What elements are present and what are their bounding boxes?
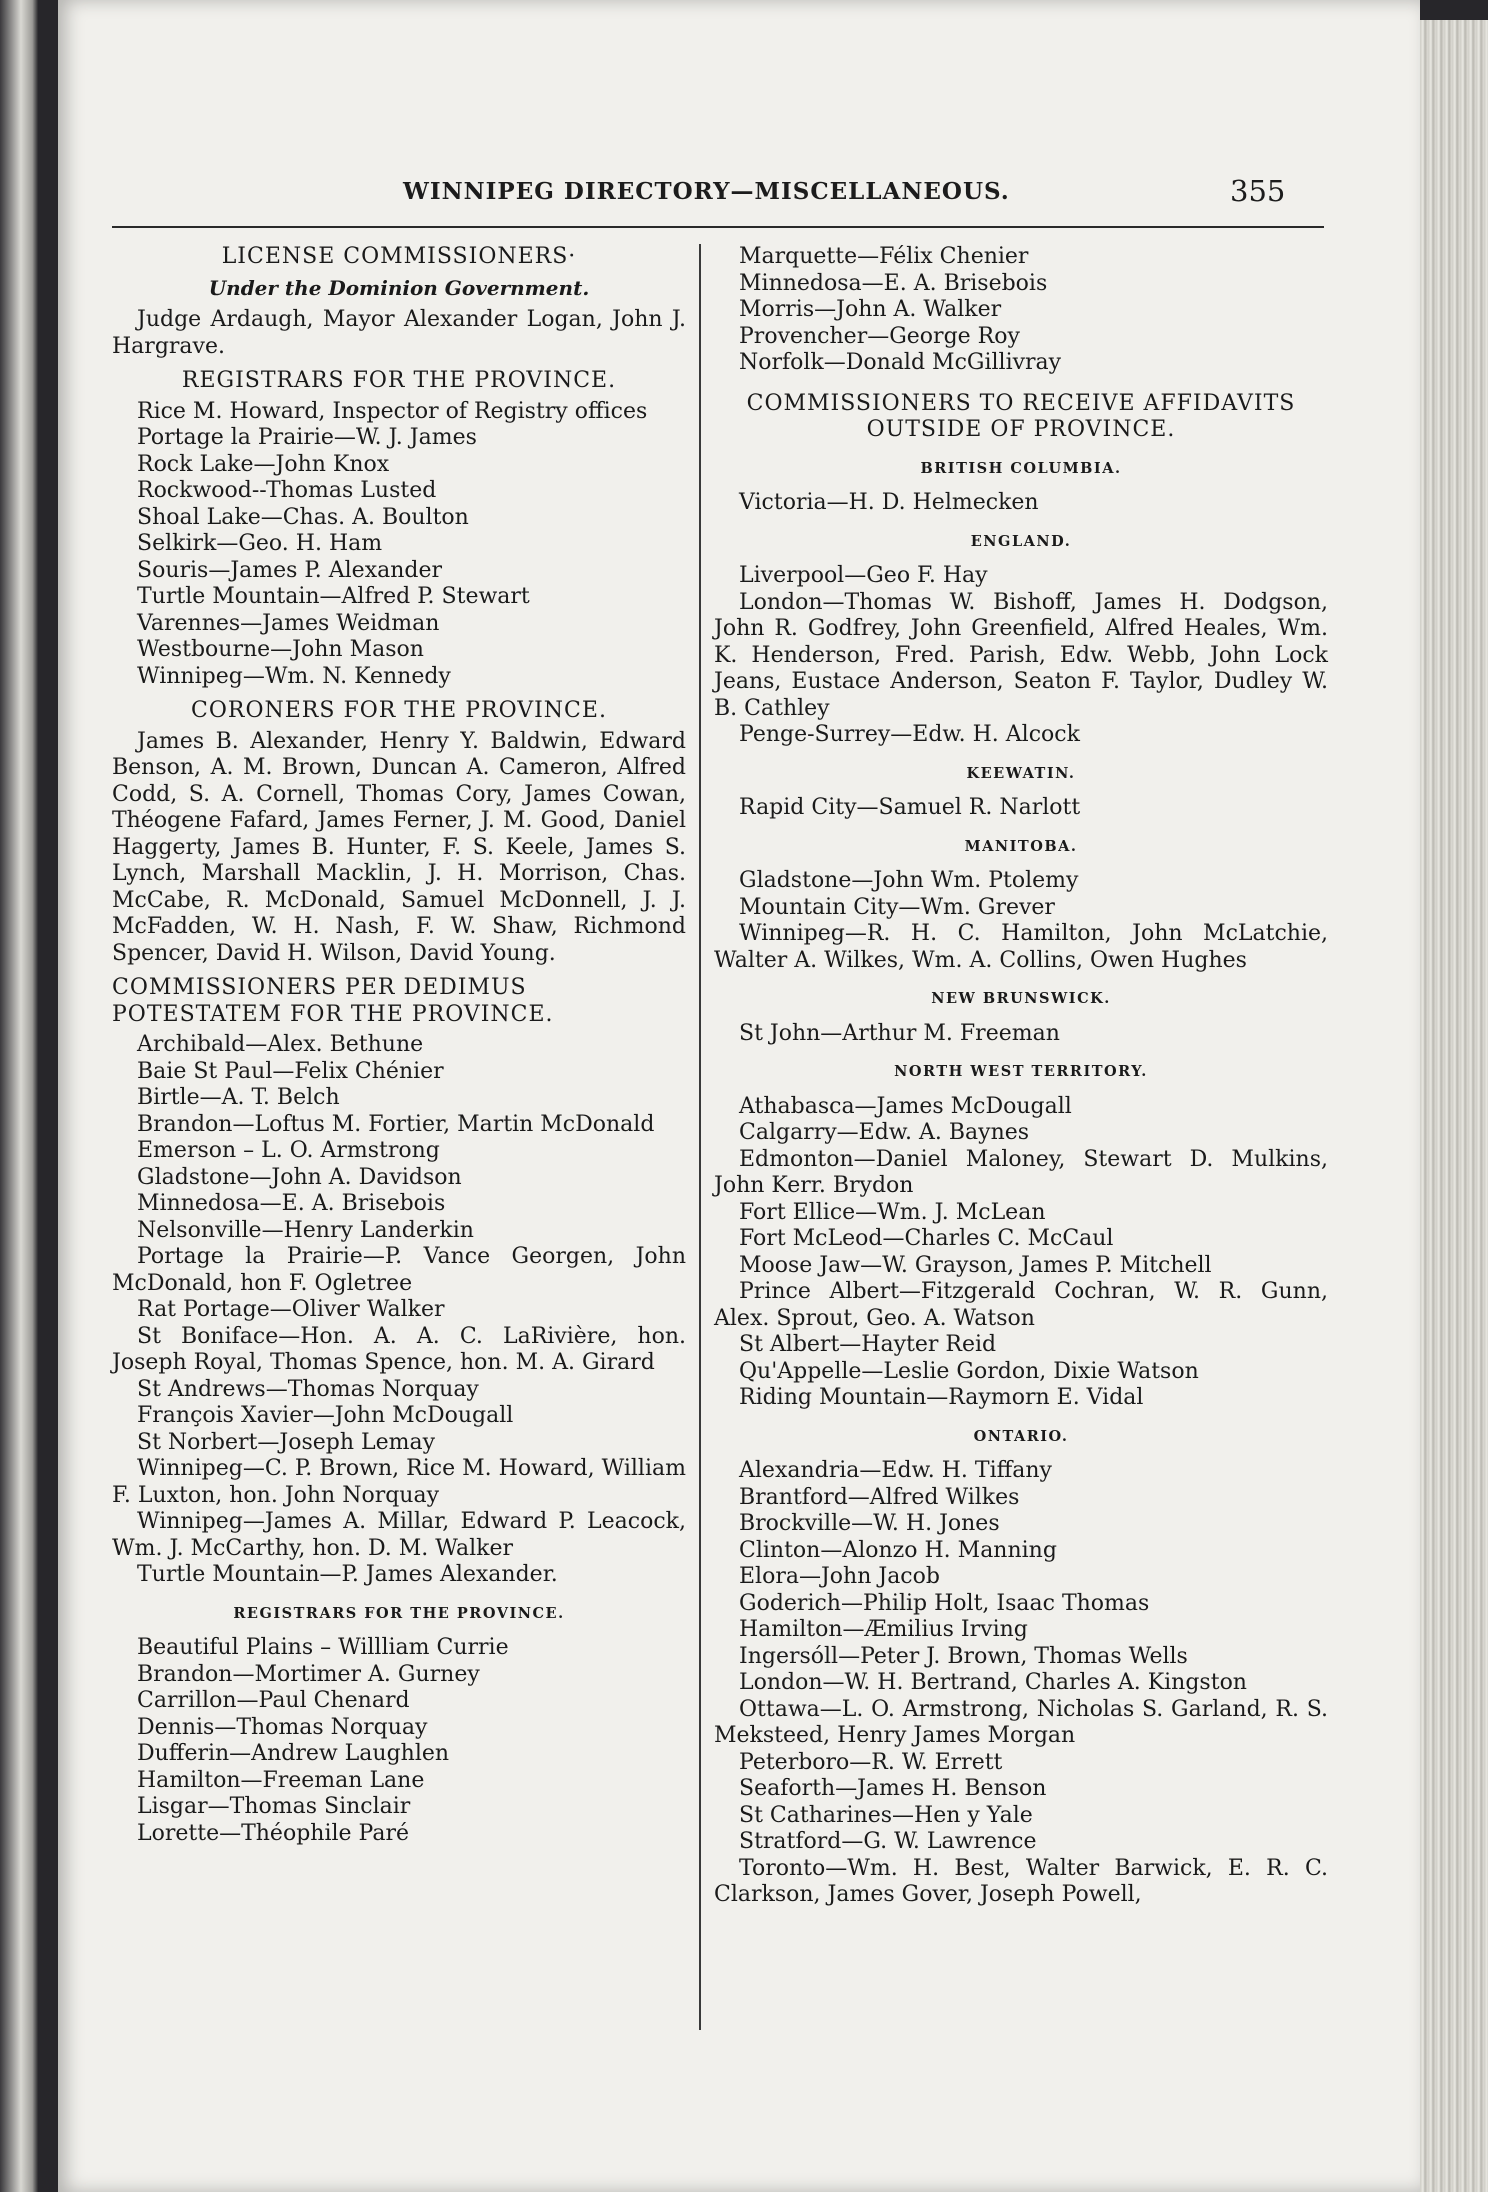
affidavits-heading: COMMISSIONERS TO RECEIVE AFFIDAVITS OUTSIDE OF PROVINCE. <box>746 390 1296 442</box>
list-item: Ottawa—L. O. Armstrong, Nicholas S. Garland, R. S. Meksteed, Henry James Morgan <box>714 1696 1328 1748</box>
england-heading: ENGLAND. <box>970 532 1072 550</box>
coroners-heading: CORONERS FOR THE PROVINCE. <box>191 698 607 723</box>
list-item: Dufferin—Andrew Laughlen <box>137 1741 450 1766</box>
license-heading: LICENSE COMMISSIONERS· <box>221 244 577 269</box>
list-item: Portage la Prairie—W. J. James <box>137 425 477 450</box>
list-item: Winnipeg—James A. Millar, Edward P. Leacock, Wm. J. McCarthy, hon. D. M. Walker <box>112 1509 686 1561</box>
list-item: St Andrews—Thomas Norquay <box>137 1376 479 1402</box>
registrars-list <box>112 399 686 691</box>
list-item: Portage la Prairie—P. Vance Georgen, John McDonald, hon F. Ogletree <box>112 1244 686 1296</box>
list-item: Brockville—W. H. Jones <box>739 1511 1000 1536</box>
list-item: Brandon—Loftus M. Fortier, Martin McDonald <box>137 1111 655 1137</box>
list-item: St Albert—Hayter Reid <box>739 1332 997 1357</box>
list-item: Gladstone—John Wm. Ptolemy <box>739 868 1079 893</box>
dedimus-heading: COMMISSIONERS PER DEDIMUS POTESTATEM FOR THE PROVINCE. <box>112 975 554 1027</box>
new-brunswick-heading: NEW BRUNSWICK. <box>931 990 1111 1007</box>
list-item: Mountain City—Wm. Grever <box>739 894 1055 920</box>
running-title: WINNIPEG DIRECTORY—MISCELLANEOUS. <box>403 178 1010 205</box>
list-item: St Catharines—Hen y Yale <box>739 1802 1033 1828</box>
list-item: Rat Portage—Oliver Walker <box>137 1297 445 1322</box>
license-text: Judge Ardaugh, Mayor Alexander Logan, John J. Hargrave. <box>112 307 686 359</box>
list-item: Seaforth—James H. Benson <box>739 1776 1047 1801</box>
list-item: Emerson – L. O. Armstrong <box>137 1138 440 1163</box>
list-item: London—Thomas W. Bishoff, James H. Dodgson, John R. Godfrey, John Greenfield, Alfred Heales, Wm. K. Henderson, Fred. Parish, Edw. Webb, John Lock Jeans, Eustace Anderson, Seaton F. Taylor, Dudley W. B. Cathley <box>714 589 1328 721</box>
list-item: Goderich—Philip Holt, Isaac Thomas <box>739 1590 1150 1616</box>
ontario-heading: ONTARIO. <box>973 1427 1069 1445</box>
list-item: Rapid City—Samuel R. Narlott <box>739 795 1081 820</box>
list-item: Minnedosa—E. A. Brisebois <box>739 270 1048 296</box>
list-item: Westbourne—John Mason <box>137 637 424 662</box>
north-west-heading: NORTH WEST TERRITORY. <box>894 1063 1148 1080</box>
running-header <box>58 174 1420 218</box>
list-item: Shoal Lake—Chas. A. Boulton <box>137 504 469 530</box>
list-item: Archibald—Alex. Bethune <box>137 1032 424 1057</box>
list-item: Toronto—Wm. H. Best, Walter Barwick, E. R. C. Clarkson, James Gover, Joseph Powell, <box>714 1855 1328 1907</box>
list-item: Souris—James P. Alexander <box>137 557 443 583</box>
list-item: Victoria—H. D. Helmecken <box>739 490 1039 515</box>
list-item: Carrillon—Paul Chenard <box>137 1688 410 1713</box>
dedimus-list <box>112 1032 686 1589</box>
list-item: Nelsonville—Henry Landerkin <box>137 1217 474 1243</box>
list-item: Rockwood--Thomas Lusted <box>137 478 437 503</box>
list-item: François Xavier—John McDougall <box>137 1403 514 1428</box>
list-item: Winnipeg—R. H. C. Hamilton, John McLatchie, Walter A. Wilkes, Wm. A. Collins, Owen Hughes <box>714 921 1328 973</box>
list-item: Stratford—G. W. Lawrence <box>739 1829 1037 1854</box>
list-item: Turtle Mountain—Alfred P. Stewart <box>137 584 530 609</box>
page-number: 355 <box>1230 174 1286 208</box>
list-item: St John—Arthur M. Freeman <box>739 1020 1060 1046</box>
list-item: Prince Albert—Fitzgerald Cochran, W. R. Gunn, Alex. Sprout, Geo. A. Watson <box>714 1279 1328 1331</box>
list-item: Elora—John Jacob <box>739 1564 940 1589</box>
list-item: Clinton—Alonzo H. Manning <box>739 1537 1057 1563</box>
list-item: Fort McLeod—Charles C. McCaul <box>739 1226 1114 1251</box>
list-item: Selkirk—Geo. H. Ham <box>137 531 383 556</box>
list-item: Marquette—Félix Chenier <box>739 244 1029 269</box>
header-rule <box>112 226 1324 228</box>
list-item: St Boniface—Hon. A. A. C. LaRivière, hon. Joseph Royal, Thomas Spence, hon. M. A. Girard <box>112 1323 686 1375</box>
right-column <box>714 244 1328 1909</box>
column-divider <box>699 244 701 2030</box>
list-item: Moose Jaw—W. Grayson, James P. Mitchell <box>739 1252 1212 1278</box>
list-item: Athabasca—James McDougall <box>739 1093 1072 1119</box>
list-item: Norfolk—Donald McGillivray <box>739 350 1062 375</box>
list-item: Fort Ellice—Wm. J. McLean <box>739 1199 1046 1225</box>
manitoba-heading: MANITOBA. <box>964 837 1078 855</box>
list-item: Edmonton—Daniel Maloney, Stewart D. Mulkins, John Kerr. Brydon <box>714 1146 1328 1198</box>
list-item: Lorette—Théophile Paré <box>137 1820 410 1846</box>
list-item: Rock Lake—John Knox <box>137 451 390 477</box>
list-item: Dennis—Thomas Norquay <box>137 1714 428 1740</box>
list-item: Calgarry—Edw. A. Baynes <box>739 1120 1030 1145</box>
list-item: Hamilton—Freeman Lane <box>137 1767 425 1793</box>
page-fore-edge <box>1420 20 1488 2192</box>
list-item: Riding Mountain—Raymorn E. Vidal <box>739 1385 1144 1410</box>
registrars2-list <box>112 1635 686 1847</box>
continued-list <box>714 244 1328 377</box>
list-item: Brandon—Mortimer A. Gurney <box>137 1661 480 1687</box>
list-item: Lisgar—Thomas Sinclair <box>137 1794 411 1819</box>
coroners-text: James B. Alexander, Henry Y. Baldwin, Edward Benson, A. M. Brown, Duncan A. Cameron, Alfred Codd, S. A. Cornell, Thomas Cory, James Cowan, Théogene Fafard, James Ferner, J. M. Good, Daniel Haggerty, James B. Hunter, F. S. Keele, James S. Lynch, Marshall Macklin, J. H. Morrison, Chas. McCabe, R. McDonald, Samuel McDonnell, J. J. McFadden, W. H. Nash, F. W. Shaw, Richmond Spencer, David H. Wilson, David Young. <box>112 728 686 966</box>
list-item: Minnedosa—E. A. Brisebois <box>137 1191 446 1216</box>
list-item: Liverpool—Geo F. Hay <box>739 563 988 588</box>
list-item: Alexandria—Edw. H. Tiffany <box>739 1458 1052 1483</box>
list-item: Birtle—A. T. Belch <box>137 1085 340 1110</box>
list-item: London—W. H. Bertrand, Charles A. Kingston <box>739 1670 1247 1695</box>
keewatin-heading: KEEWATIN. <box>966 764 1076 782</box>
list-item: Varennes—James Weidman <box>137 610 440 636</box>
list-item: Brantford—Alfred Wilkes <box>739 1484 1020 1510</box>
registrars2-heading: REGISTRARS FOR THE PROVINCE. <box>233 1604 565 1622</box>
list-item: Winnipeg—Wm. N. Kennedy <box>137 663 451 689</box>
facing-page-edge <box>0 0 38 2192</box>
book-page <box>58 0 1420 2192</box>
list-item: St Norbert—Joseph Lemay <box>137 1429 436 1455</box>
registrars-heading: REGISTRARS FOR THE PROVINCE. <box>181 368 617 393</box>
list-item: Qu'Appelle—Leslie Gordon, Dixie Watson <box>739 1358 1199 1384</box>
list-item: Rice M. Howard, Inspector of Registry offices <box>137 398 648 424</box>
list-item: Baie St Paul—Felix Chénier <box>137 1058 444 1084</box>
list-item: Turtle Mountain—P. James Alexander. <box>137 1562 558 1587</box>
bc-heading: BRITISH COLUMBIA. <box>920 459 1122 477</box>
list-item: Penge-Surrey—Edw. H. Alcock <box>739 722 1080 747</box>
list-item: Ingersóll—Peter J. Brown, Thomas Wells <box>739 1643 1188 1669</box>
list-item: Hamilton—Æmilius Irving <box>739 1617 1028 1642</box>
license-subheading: Under the Dominion Government. <box>208 275 590 300</box>
list-item: Gladstone—John A. Davidson <box>137 1164 462 1190</box>
list-item: Morris—John A. Walker <box>739 297 1002 322</box>
left-column <box>112 244 686 1847</box>
list-item: Provencher—George Roy <box>739 323 1020 349</box>
list-item: Beautiful Plains – Willliam Currie <box>137 1635 509 1660</box>
list-item: Winnipeg—C. P. Brown, Rice M. Howard, William F. Luxton, hon. John Norquay <box>112 1456 686 1508</box>
list-item: Peterboro—R. W. Errett <box>739 1749 1003 1775</box>
